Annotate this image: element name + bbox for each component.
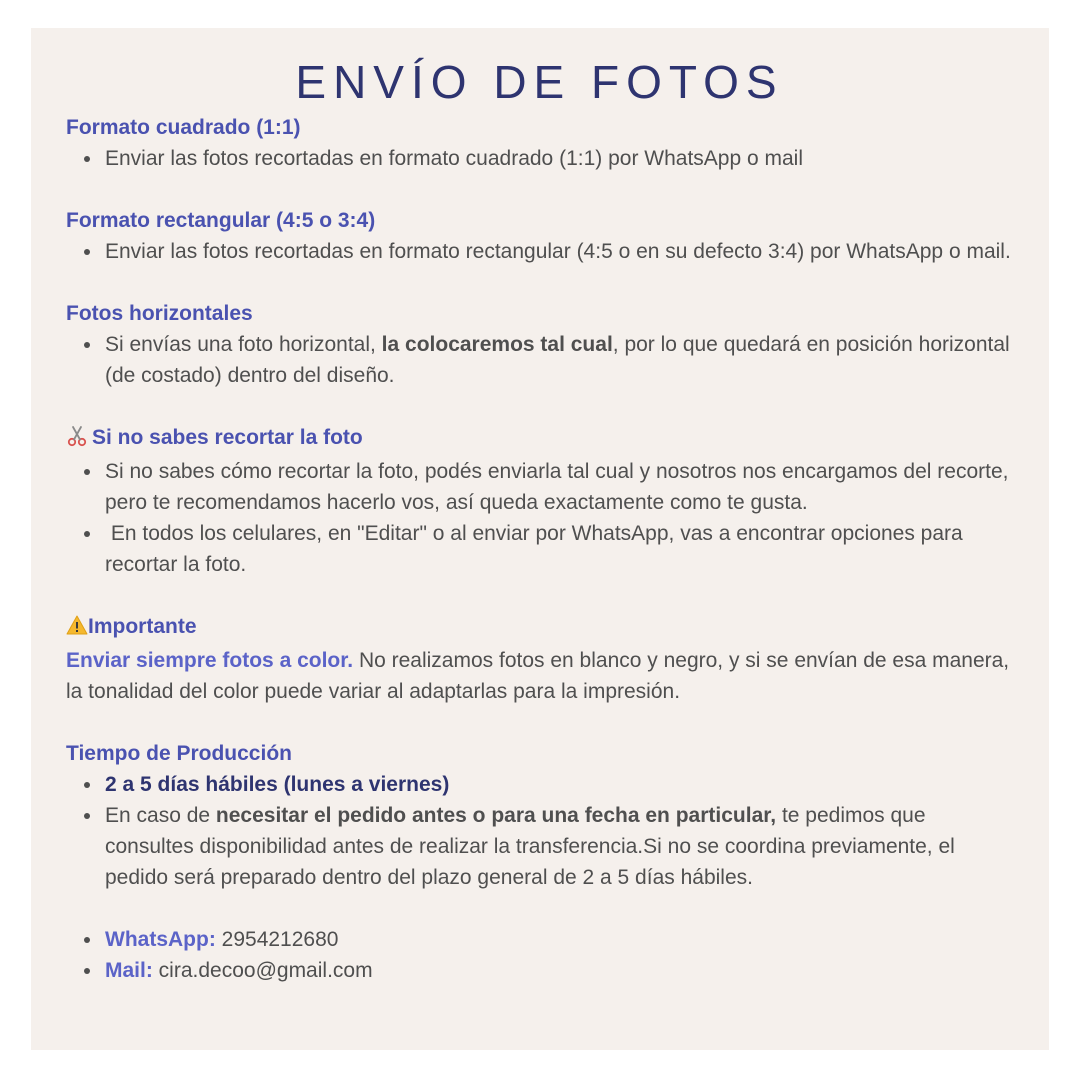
square-format-heading: Formato cuadrado (1:1) — [66, 116, 301, 139]
section-crop-help — [66, 422, 1013, 580]
list-item: En todos los celulares, en "Editar" o al enviar por WhatsApp, vas a encontrar opciones para recortar la foto. — [105, 518, 1013, 580]
info-card — [31, 28, 1049, 1050]
production-time-list — [66, 769, 1013, 893]
important-heading-text: Importante — [88, 615, 197, 638]
production-days: 2 a 5 días hábiles (lunes a viernes) — [105, 773, 450, 796]
list-item: Enviar las fotos recortadas en formato rectangular (4:5 o en su defecto 3:4) por WhatsApp o mail. — [105, 236, 1013, 267]
list-item: Enviar las fotos recortadas en formato cuadrado (1:1) por WhatsApp o mail — [105, 143, 1013, 174]
section-important — [66, 611, 1013, 707]
rect-format-list — [66, 236, 1013, 267]
important-text: No realizamos fotos en blanco y negro, y si se envían de esa manera, la tonalidad del color puede variar al adaptarlas para la impresión. — [66, 649, 1010, 703]
list-item-text: En caso de — [105, 804, 216, 827]
section-production-time — [66, 738, 1013, 893]
crop-help-heading — [66, 422, 1013, 456]
list-item — [105, 769, 1013, 800]
list-item-text: Si envías una foto horizontal, — [105, 333, 382, 356]
whatsapp-number[interactable]: 2954212680 — [215, 928, 339, 951]
contact-whatsapp — [105, 924, 1013, 955]
production-time-heading: Tiempo de Producción — [66, 742, 292, 765]
horizontal-photos-heading: Fotos horizontales — [66, 302, 253, 325]
mail-label: Mail: — [105, 959, 153, 982]
important-lead: Enviar siempre fotos a color. — [66, 649, 354, 672]
list-item — [105, 329, 1013, 391]
page-title: ENVÍO DE FOTOS — [295, 56, 784, 108]
whatsapp-label: WhatsApp: — [105, 928, 216, 951]
section-square-format — [66, 112, 1013, 174]
section-rect-format — [66, 205, 1013, 267]
list-item-bold: la colocaremos tal cual — [381, 333, 613, 356]
important-heading — [66, 611, 1013, 645]
list-item — [105, 800, 1013, 893]
rect-format-heading: Formato rectangular (4:5 o 3:4) — [66, 209, 376, 232]
list-item-text: te pedimos que consultes disponibilidad antes de realizar la transferencia.Si no se coordina previamente, el pedido será preparado dentro del plazo general de 2 a 5 días hábiles. — [105, 804, 955, 889]
important-paragraph — [66, 645, 1013, 707]
list-item-bold: necesitar el pedido antes o para una fecha en particular, — [215, 804, 777, 827]
horizontal-photos-list — [66, 329, 1013, 391]
contact-list — [66, 924, 1013, 986]
scissors-icon — [66, 425, 88, 456]
contact-mail — [105, 955, 1013, 986]
list-item: Si no sabes cómo recortar la foto, podés enviarla tal cual y nosotros nos encargamos del recorte, pero te recomendamos hacerlo vos, así queda exactamente como te gusta. — [105, 456, 1013, 518]
mail-address[interactable]: cira.decoo@gmail.com — [152, 959, 373, 982]
section-horizontal-photos — [66, 298, 1013, 391]
crop-help-list — [66, 456, 1013, 580]
list-item-text: , por lo que quedará en posición horizontal (de costado) dentro del diseño. — [105, 333, 1010, 387]
section-contact — [66, 924, 1013, 986]
crop-help-heading-text: Si no sabes recortar la foto — [92, 426, 363, 449]
warning-icon — [66, 614, 88, 645]
square-format-list — [66, 143, 1013, 174]
